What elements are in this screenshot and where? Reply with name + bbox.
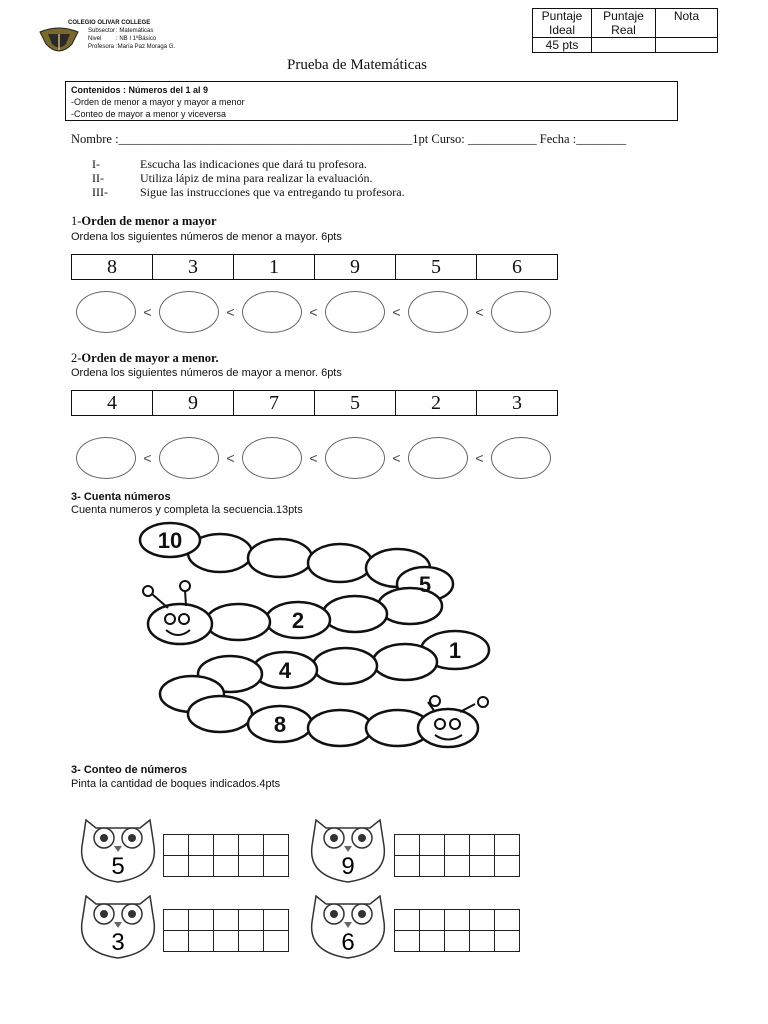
less-than-sign: < <box>309 304 318 320</box>
owl-icon <box>76 816 160 884</box>
owl-icon <box>76 892 160 960</box>
real-score-cell[interactable] <box>592 38 656 53</box>
caterpillar-number: 1 <box>448 638 462 663</box>
ideal-score: 45 pts <box>533 38 592 53</box>
less-than-sign: < <box>475 304 484 320</box>
caterpillar-number: 4 <box>278 658 292 683</box>
answer-circle[interactable] <box>76 437 136 479</box>
number-cell: 9 <box>153 391 234 415</box>
section2-title: 2-Orden de mayor a menor. <box>71 351 219 365</box>
answer-circle[interactable] <box>491 437 551 479</box>
page-title: Prueba de Matemáticas <box>287 57 427 73</box>
block-grid[interactable] <box>164 835 289 877</box>
instructions-list: I- Escucha las indicaciones que dará tu profesora. II- Utiliza lápiz de mina para realizar la evaluación. III- Sigue las instrucciones que va entregando tu profesora. <box>92 157 405 199</box>
section4-title: 3- Conteo de números <box>71 764 188 776</box>
svg-text:9: 9 <box>341 853 355 880</box>
less-than-sign: < <box>143 450 152 466</box>
less-than-sign: < <box>392 304 401 320</box>
name-course-date-fields[interactable]: Nombre :_______________________________________________1pt Curso: ___________ Fecha :________ <box>71 132 627 146</box>
block-grid[interactable] <box>164 910 289 952</box>
number-cell: 2 <box>396 391 477 415</box>
number-cell: 4 <box>72 391 153 415</box>
school-name: COLEGIO OLIVAR COLLEGE <box>68 20 151 26</box>
number-cell: 6 <box>512 256 522 278</box>
number-cell: 1 <box>234 255 315 279</box>
section1-number-row <box>71 254 558 280</box>
answer-circle[interactable] <box>408 291 468 333</box>
block-grid[interactable] <box>395 910 520 952</box>
block-grid[interactable] <box>395 835 520 877</box>
number-cell: 9 <box>315 255 396 279</box>
score-table: Puntaje Ideal Puntaje Real Nota 45 pts <box>532 8 718 53</box>
less-than-sign: < <box>226 304 235 320</box>
answer-circle[interactable] <box>325 437 385 479</box>
caterpillar-number: 2 <box>291 608 305 633</box>
less-than-sign: < <box>309 450 318 466</box>
less-than-sign: < <box>226 450 235 466</box>
section1-title: 1-Orden de menor a mayor <box>71 214 217 228</box>
section2-instruction: Ordena los siguientes números de mayor a menor. 6pts <box>71 367 342 379</box>
answer-circle[interactable] <box>76 291 136 333</box>
number-cell: 8 <box>72 255 153 279</box>
section3-instruction: Cuenta numeros y completa la secuencia.13pts <box>71 504 303 516</box>
section2-answer-circles <box>76 437 551 479</box>
answer-circle[interactable] <box>159 437 219 479</box>
svg-text:3: 3 <box>111 929 125 956</box>
number-cell: 5 <box>315 391 396 415</box>
less-than-sign: < <box>143 304 152 320</box>
answer-circle[interactable] <box>159 291 219 333</box>
section1-instruction: Ordena los siguientes números de menor a mayor. 6pts <box>71 231 342 243</box>
number-cell: 3 <box>512 392 522 414</box>
caterpillar-illustration <box>130 518 510 758</box>
contents-box: Contenidos : Números del 1 al 9 -Orden de menor a mayor y mayor a menor -Conteo de mayor a menor y viceversa <box>65 81 678 121</box>
answer-circle[interactable] <box>242 291 302 333</box>
section3-title: 3- Cuenta números <box>71 491 171 503</box>
number-cell: 5 <box>396 255 477 279</box>
owl-icon <box>306 816 390 884</box>
less-than-sign: < <box>392 450 401 466</box>
number-cell: 3 <box>153 255 234 279</box>
school-crest-icon <box>38 26 80 56</box>
grade-cell[interactable] <box>656 38 718 53</box>
header-info: Subsector : Matemáticas Nivel : NB I 1ºBásico Profesora :María Paz Moraga G. <box>88 28 176 50</box>
answer-circle[interactable] <box>325 291 385 333</box>
section4-instruction: Pinta la cantidad de boques indicados.4pts <box>71 778 281 790</box>
svg-text:5: 5 <box>111 853 125 880</box>
section1-answer-circles <box>76 291 551 333</box>
less-than-sign: < <box>475 450 484 466</box>
owl-icon <box>306 892 390 960</box>
answer-circle[interactable] <box>491 291 551 333</box>
caterpillar-number: 8 <box>273 712 287 737</box>
section2-number-row <box>71 390 558 416</box>
number-cell: 7 <box>234 391 315 415</box>
svg-text:6: 6 <box>341 929 355 956</box>
caterpillar-number: 5 <box>418 572 432 597</box>
caterpillar-number: 10 <box>157 528 183 553</box>
answer-circle[interactable] <box>242 437 302 479</box>
answer-circle[interactable] <box>408 437 468 479</box>
